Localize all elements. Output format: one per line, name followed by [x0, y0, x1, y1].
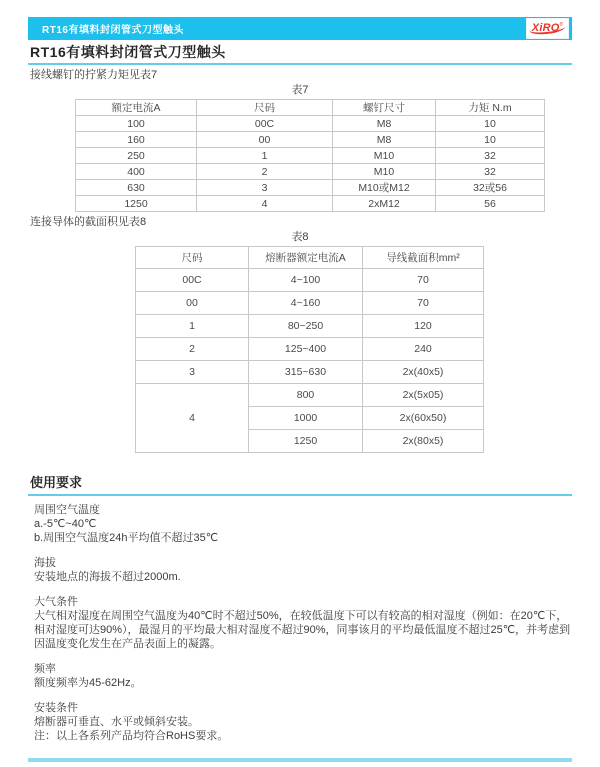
table-cell: 2x(80x5) [363, 430, 484, 453]
section-title: 大气条件 [34, 596, 78, 608]
column-header: 尺码 [136, 247, 249, 269]
section-title: 周围空气温度 [34, 504, 100, 516]
section-title: 安装条件 [34, 702, 78, 714]
table-cell: 1000 [249, 407, 363, 430]
column-header: 尺码 [197, 100, 333, 116]
section-line: a.-5℃~40℃ [34, 518, 97, 530]
column-header: 螺钉尺寸 [333, 100, 436, 116]
usage-heading-divider [28, 494, 572, 496]
table7-intro-text: 接线螺钉的拧紧力矩见表7 [30, 69, 158, 81]
section-atmospheric-conditions [34, 595, 572, 651]
table-cell: 2 [136, 338, 249, 361]
table-cell: 240 [363, 338, 484, 361]
table-cell: 1 [197, 148, 333, 164]
table-cell: 250 [76, 148, 197, 164]
table-cell: 4 [197, 196, 333, 212]
table-cell: 2x(60x50) [363, 407, 484, 430]
page-title: RT16有填料封闭管式刀型触头 [30, 44, 226, 60]
section-title: 海拔 [34, 557, 56, 569]
table-cell: 1250 [76, 196, 197, 212]
column-header: 熔断器额定电流A [249, 247, 363, 269]
table-row [136, 361, 484, 384]
table-row [76, 196, 545, 212]
table-cell: 32 [436, 148, 545, 164]
table-cell: 400 [76, 164, 197, 180]
table-row [76, 148, 545, 164]
column-header: 额定电流A [76, 100, 197, 116]
section-line: 注：以上各系列产品均符合RoHS要求。 [34, 730, 229, 742]
conductor-section-table [135, 246, 484, 453]
column-header: 导线截面积mm² [363, 247, 484, 269]
table-cell: M8 [333, 132, 436, 148]
section-installation-conditions [34, 701, 572, 743]
table-cell: 00C [136, 269, 249, 292]
table-cell: 2xM12 [333, 196, 436, 212]
brand-logo-text: XiRO [531, 22, 560, 34]
usage-sections [34, 503, 572, 743]
table-cell: 2x(40x5) [363, 361, 484, 384]
section-line: 熔断器可垂直、水平或倾斜安装。 [34, 716, 199, 728]
table-cell: 4~160 [249, 292, 363, 315]
usage-requirements-heading: 使用要求 [30, 475, 83, 490]
table-row [76, 116, 545, 132]
header-title: RT16有填料封闭管式刀型触头 [42, 25, 184, 36]
table8-intro-text: 连接导体的截面积见表8 [30, 216, 147, 228]
section-frequency [34, 662, 572, 690]
table-cell: 80~250 [249, 315, 363, 338]
table-row [136, 338, 484, 361]
section-line: 安装地点的海拔不超过2000m. [34, 571, 181, 583]
table-row [76, 132, 545, 148]
table-cell: 32或56 [436, 180, 545, 196]
table-cell: 125~400 [249, 338, 363, 361]
section-paragraph: 大气相对湿度在周围空气温度为40℃时不超过50%，在较低温度下可以有较高的相对湿度（例如：在20℃下，相对湿度可达90%），最湿月的平均最大相对湿度不超过90%，同事该月的平均最低温度不超过25℃，并考虑到因温度变化发生在产品表面上的凝露。 [34, 610, 571, 650]
table-cell: M10或M12 [333, 180, 436, 196]
column-header: 力矩 N.m [436, 100, 545, 116]
table-cell: 00 [197, 132, 333, 148]
table-cell: 70 [363, 292, 484, 315]
table-row [136, 269, 484, 292]
page-content [28, 44, 572, 743]
section-line: b.周围空气温度24h平均值不超过35℃ [34, 532, 219, 544]
registered-trademark-mark: ® [559, 21, 564, 28]
table-cell: 32 [436, 164, 545, 180]
table-cell: 630 [76, 180, 197, 196]
table-header-row [76, 100, 545, 116]
table-cell: 1250 [249, 430, 363, 453]
page-header-bar [28, 17, 572, 40]
table-row [136, 315, 484, 338]
footer-divider [28, 758, 572, 762]
table-cell: M8 [333, 116, 436, 132]
table-cell: 10 [436, 116, 545, 132]
table-cell: 315~630 [249, 361, 363, 384]
table-cell: 00C [197, 116, 333, 132]
table-cell: 70 [363, 269, 484, 292]
section-line: 额度频率为45-62Hz。 [34, 677, 142, 689]
table-cell: 4~100 [249, 269, 363, 292]
table-row [136, 384, 484, 407]
table-row [76, 180, 545, 196]
table-cell: 2x(5x05) [363, 384, 484, 407]
table-cell: 2 [197, 164, 333, 180]
table-cell: 100 [76, 116, 197, 132]
brand-logo [526, 18, 569, 39]
table-header-row [136, 247, 484, 269]
section-title: 频率 [34, 663, 56, 675]
table-cell: 00 [136, 292, 249, 315]
table-cell: 3 [136, 361, 249, 384]
table-cell: 120 [363, 315, 484, 338]
table-cell: 800 [249, 384, 363, 407]
merged-size-cell: 4 [136, 384, 249, 453]
table7-caption: 表7 [291, 84, 309, 96]
table-row [136, 292, 484, 315]
torque-table [75, 99, 545, 212]
table8-caption: 表8 [291, 231, 309, 243]
table-cell: 10 [436, 132, 545, 148]
table-cell: 3 [197, 180, 333, 196]
title-divider [28, 63, 572, 65]
table-cell: 1 [136, 315, 249, 338]
table-cell: 56 [436, 196, 545, 212]
table-cell: M10 [333, 148, 436, 164]
table-cell: M10 [333, 164, 436, 180]
table-row [76, 164, 545, 180]
section-ambient-temperature [34, 503, 572, 545]
section-altitude [34, 556, 572, 584]
table-cell: 160 [76, 132, 197, 148]
